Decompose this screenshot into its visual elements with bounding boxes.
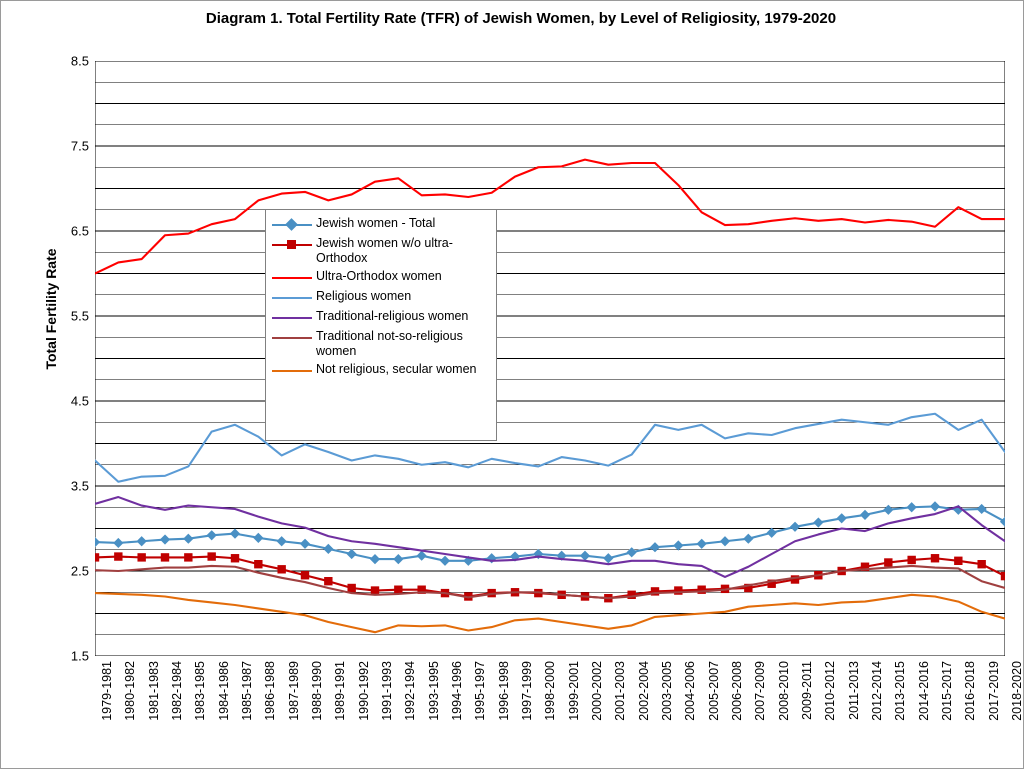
- y-tick-label: 5.5: [70, 308, 89, 324]
- x-tick-label: 1984-1986: [216, 661, 231, 721]
- y-tick-label: 2.5: [70, 563, 89, 579]
- legend-item[interactable]: [272, 362, 492, 379]
- y-axis-ticks: [45, 53, 89, 664]
- x-tick-label: 2004-2006: [683, 661, 698, 721]
- legend-swatch-icon: [272, 270, 312, 286]
- legend-label: Traditional-religious women: [316, 309, 469, 323]
- x-tick-label: 2006-2008: [730, 661, 744, 721]
- legend-label: Traditional not-so-religious women: [316, 329, 463, 358]
- x-tick-label: 1988-1990: [310, 661, 324, 721]
- x-tick-label: 2010-2012: [823, 661, 838, 721]
- y-axis-label: Total Fertility Rate: [43, 248, 59, 370]
- x-tick-label: 2011-2013: [846, 661, 861, 720]
- y-tick-label: 6.5: [70, 223, 89, 239]
- x-tick-label: 2002-2004: [636, 661, 651, 721]
- x-tick-label: 1999-2001: [566, 661, 581, 721]
- series-line: [95, 593, 1005, 632]
- legend-swatch-icon: [272, 217, 312, 233]
- legend-label: Jewish women - Total: [316, 216, 436, 230]
- plot-area: [95, 61, 1005, 656]
- legend-item[interactable]: [272, 289, 492, 306]
- legend-label: Not religious, secular women: [316, 362, 477, 376]
- legend-swatch-icon: [272, 363, 312, 379]
- x-tick-label: 2016-2018: [963, 661, 978, 721]
- x-axis-ticks: [95, 661, 1024, 766]
- legend-label: Ultra-Orthodox women: [316, 269, 442, 283]
- x-tick-label: 1993-1995: [426, 661, 441, 721]
- x-tick-label: 2017-2019: [986, 661, 1001, 721]
- x-tick-label: 1986-1988: [263, 661, 278, 721]
- legend-swatch-icon: [272, 290, 312, 306]
- legend-item[interactable]: [272, 216, 492, 233]
- x-tick-label: 2013-2015: [893, 661, 908, 721]
- legend-item[interactable]: [272, 329, 492, 359]
- x-tick-label: 2018-2020: [1010, 661, 1024, 721]
- x-tick-label: 1996-1998: [496, 661, 511, 721]
- x-tick-label: 1995-1997: [473, 661, 488, 721]
- legend-item[interactable]: [272, 236, 492, 266]
- x-tick-label: 2009-2011: [800, 661, 814, 720]
- x-tick-label: 1990-1992: [356, 661, 371, 721]
- x-tick-label: 1985-1987: [240, 661, 254, 721]
- y-tick-label: 8.5: [70, 53, 89, 69]
- x-tick-label: 2012-2014: [870, 661, 884, 721]
- x-tick-label: 1994-1996: [450, 661, 464, 721]
- x-tick-label: 2003-2005: [660, 661, 674, 721]
- x-tick-label: 1992-1994: [403, 661, 418, 721]
- x-tick-label: 2001-2003: [613, 661, 628, 721]
- legend-label: Religious women: [316, 289, 412, 303]
- x-tick-label: 1998-2000: [543, 661, 558, 721]
- legend-item[interactable]: [272, 269, 492, 286]
- y-tick-label: 7.5: [70, 138, 89, 154]
- x-tick-label: 2014-2016: [916, 661, 931, 721]
- series-line: [95, 414, 1005, 482]
- legend-swatch-icon: [272, 237, 312, 253]
- chart-svg: [95, 61, 1005, 656]
- x-tick-label: 1982-1984: [170, 661, 184, 721]
- x-tick-label: 1979-1981: [100, 661, 114, 721]
- x-tick-label: 2000-2002: [590, 661, 604, 721]
- x-tick-label: 2007-2009: [753, 661, 768, 721]
- legend-swatch-icon: [272, 330, 312, 346]
- x-tick-label: 1989-1991: [333, 661, 348, 721]
- x-tick-label: 2015-2017: [940, 661, 954, 721]
- x-tick-label: 1987-1989: [286, 661, 301, 721]
- y-tick-label: 1.5: [70, 648, 89, 664]
- x-tick-label: 1997-1999: [520, 661, 534, 721]
- series-line: [95, 160, 1005, 274]
- chart-legend: [265, 209, 497, 441]
- y-tick-label: 4.5: [70, 393, 89, 409]
- x-tick-label: 2008-2010: [776, 661, 791, 721]
- x-tick-label: 1981-1983: [146, 661, 161, 721]
- x-tick-label: 2005-2007: [706, 661, 721, 721]
- chart-title: Diagram 1. Total Fertility Rate (TFR) of Jewish Women, by Level of Religiosity, 1979-2020: [205, 10, 837, 27]
- y-tick-label: 3.5: [70, 478, 89, 494]
- x-tick-label: 1983-1985: [193, 661, 208, 721]
- legend-label: Jewish women w/o ultra-Orthodox: [316, 236, 453, 265]
- x-tick-label: 1991-1993: [380, 661, 394, 721]
- x-tick-label: 1980-1982: [123, 661, 138, 721]
- legend-swatch-icon: [272, 310, 312, 326]
- legend-item[interactable]: [272, 309, 492, 326]
